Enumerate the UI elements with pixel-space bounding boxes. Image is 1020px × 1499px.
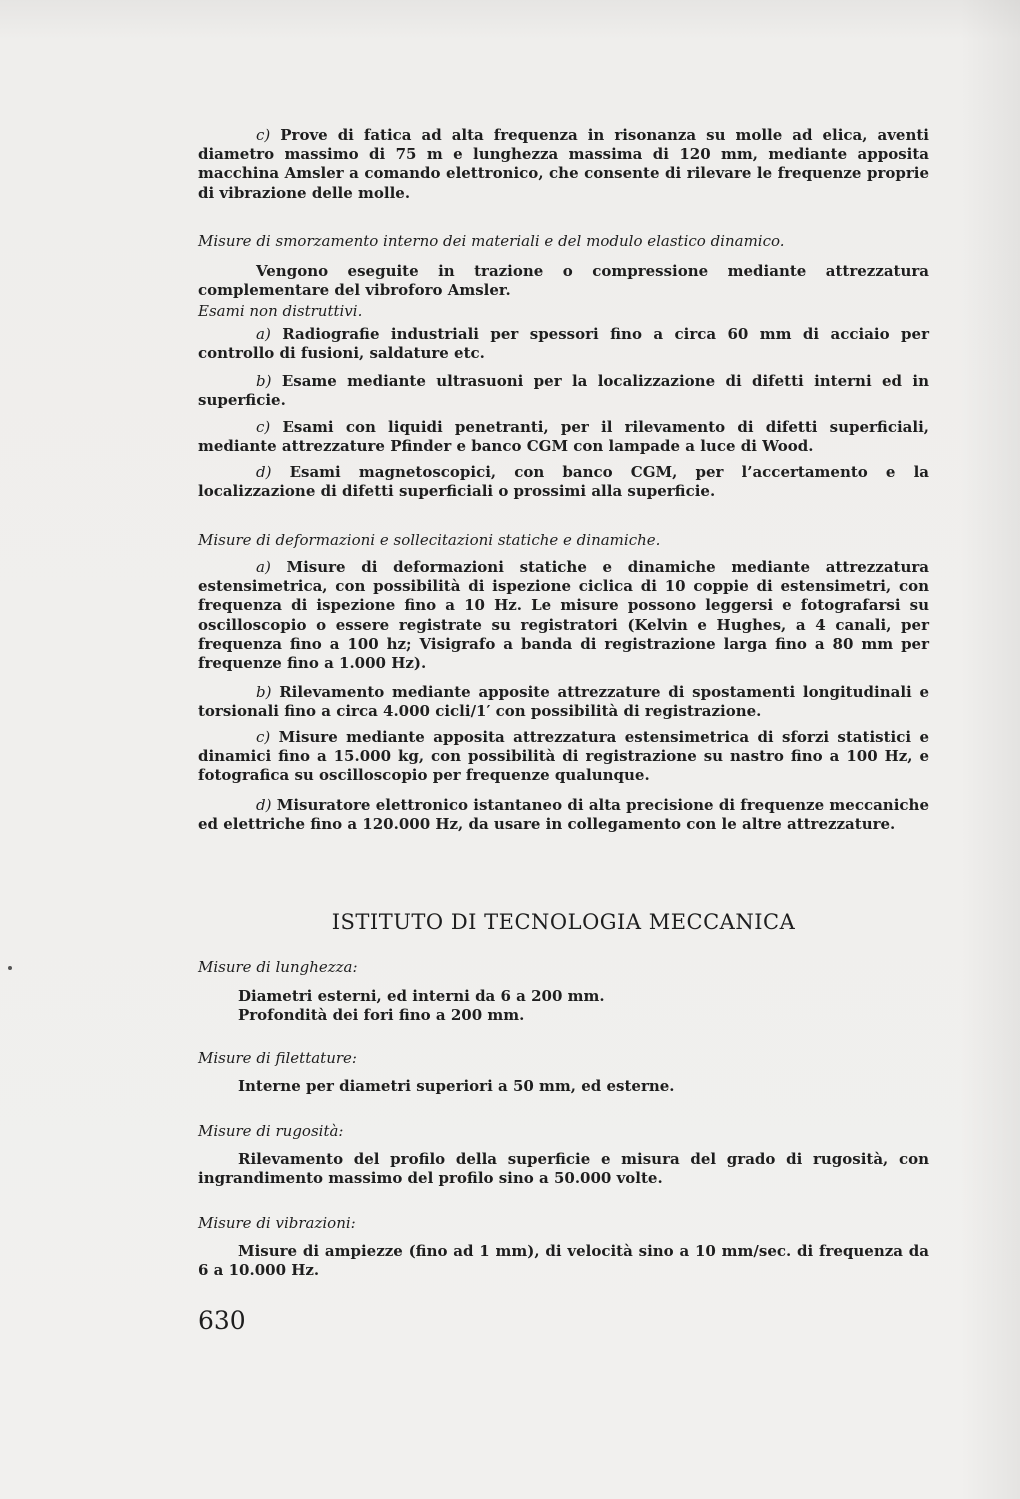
vibration-paragraph: Misure di ampiezze (fino ad 1 mm), di velocità sino a 10 mm/sec. di frequenza da 6 a 10.000 Hz.	[198, 1242, 929, 1280]
length-line-2: Profondità dei fori fino a 200 mm.	[238, 1006, 525, 1025]
deformation-heading: Misure di deformazioni e sollecitazioni statiche e dinamiche.	[198, 531, 661, 549]
item-label: c)	[256, 728, 271, 746]
thread-paragraph: Interne per diametri superiori a 50 mm, ed esterne.	[238, 1077, 675, 1095]
item-text: Misuratore elettronico istantaneo di alta precisione di frequenze meccaniche ed elettriche fino a 120.000 Hz, da usare in collegamento con le altre attrezzature.	[198, 796, 929, 834]
damping-heading: Misure di smorzamento interno dei materiali e del modulo elastico dinamico.	[198, 232, 785, 250]
item-label: a)	[256, 325, 271, 343]
damping-body	[198, 262, 929, 300]
ndt-heading: Esami non distruttivi.	[198, 302, 363, 320]
institute-title: ISTITUTO DI TECNOLOGIA MECCANICA	[331, 910, 796, 934]
deformation-section	[198, 531, 929, 550]
item-text: Prove di fatica ad alta frequenza in risonanza su molle ad elica, aventi diametro massimo di 75 m e lunghezza massima di 120 mm, mediante apposita macchina Amsler a comando elettronico, che consente di rilevare le frequenze proprie di vibrazione delle molle.	[198, 126, 929, 202]
item-text: Esami con liquidi penetranti, per il rilevamento di difetti superficiali, mediante attrezzature Pfinder e banco CGM con lampade a luce di Wood.	[198, 418, 929, 456]
item-label: b)	[256, 372, 272, 390]
scan-speck	[8, 966, 12, 970]
vibration-section	[198, 1214, 929, 1233]
damping-section	[198, 232, 929, 251]
item-label: a)	[256, 558, 271, 576]
roughness-section	[198, 1122, 929, 1141]
item-text: Misure di deformazioni statiche e dinamiche mediante attrezzatura estensimetrica, con possibilità di ispezione ciclica di 10 coppie di estensimetri, con frequenza di ispezione fino a 10 Hz. Le misure possono leggersi e fotografarsi su oscilloscopio o essere registrate su registratori (Kelvin e Hughes, a 4 canali, per frequenza fino a 100 hz; Visigrafo a banda di registrazione larga fino a 80 mm per frequenze fino a 1.000 Hz).	[198, 558, 929, 673]
ndt-item-b	[198, 372, 929, 410]
length-line-1: Diametri esterni, ed interni da 6 a 200 mm.	[238, 987, 605, 1005]
roughness-body	[198, 1150, 929, 1188]
list-item	[198, 325, 929, 363]
ndt-item-c	[198, 418, 929, 456]
list-item	[198, 558, 929, 673]
list-item	[198, 463, 929, 501]
vibration-body	[198, 1242, 929, 1280]
item-text: Esami magnetoscopici, con banco CGM, per l’accertamento e la localizzazione di difetti superficiali o prossimi alla superficie.	[198, 463, 929, 501]
deformation-item-b	[198, 683, 929, 721]
ndt-item-d	[198, 463, 929, 501]
spring-fatigue-paragraph	[198, 126, 929, 203]
item-label: d)	[256, 796, 272, 814]
thread-section	[198, 1049, 929, 1068]
item-text: Rilevamento mediante apposite attrezzature di spostamenti longitudinali e torsionali fino a circa 4.000 cicli/1′ con possibilità di registrazione.	[198, 683, 929, 721]
list-item	[198, 796, 929, 834]
item-text: Misure mediante apposita attrezzatura estensimetrica di sforzi statistici e dinamici fino a 15.000 kg, con possibilità di registrazione su nastro fino a 100 Hz, e fotografica su oscilloscopio per frequenze qualunque.	[198, 728, 929, 785]
list-item	[198, 683, 929, 721]
item-label: d)	[256, 463, 272, 481]
vibration-heading: Misure di vibrazioni:	[198, 1214, 356, 1232]
item-label: c)	[256, 126, 271, 144]
list-item	[198, 418, 929, 456]
ndt-item-a	[198, 325, 929, 363]
thread-body	[238, 1077, 929, 1096]
list-item	[198, 372, 929, 410]
item-text: Esame mediante ultrasuoni per la localizzazione di difetti interni ed in superficie.	[198, 372, 929, 410]
deformation-item-d	[198, 796, 929, 834]
damping-paragraph: Vengono eseguite in trazione o compressione mediante attrezzatura complementare del vibroforo Amsler.	[198, 262, 929, 300]
roughness-paragraph: Rilevamento del profilo della superficie e misura del grado di rugosità, con ingrandimento massimo del profilo sino a 50.000 volte.	[198, 1150, 929, 1188]
spring-fatigue-section	[198, 126, 929, 203]
ndt-section	[198, 302, 929, 321]
item-label: b)	[256, 683, 272, 701]
roughness-heading: Misure di rugosità:	[198, 1122, 344, 1140]
page-number: 630	[198, 1306, 246, 1335]
length-section	[198, 958, 929, 977]
deformation-item-c	[198, 728, 929, 786]
item-label: c)	[256, 418, 271, 436]
item-text: Radiografie industriali per spessori fino a circa 60 mm di acciaio per controllo di fusioni, saldature etc.	[198, 325, 929, 363]
length-body	[238, 987, 929, 1025]
deformation-item-a	[198, 558, 929, 673]
length-heading: Misure di lunghezza:	[198, 958, 358, 976]
thread-heading: Misure di filettature:	[198, 1049, 357, 1067]
list-item	[198, 728, 929, 786]
